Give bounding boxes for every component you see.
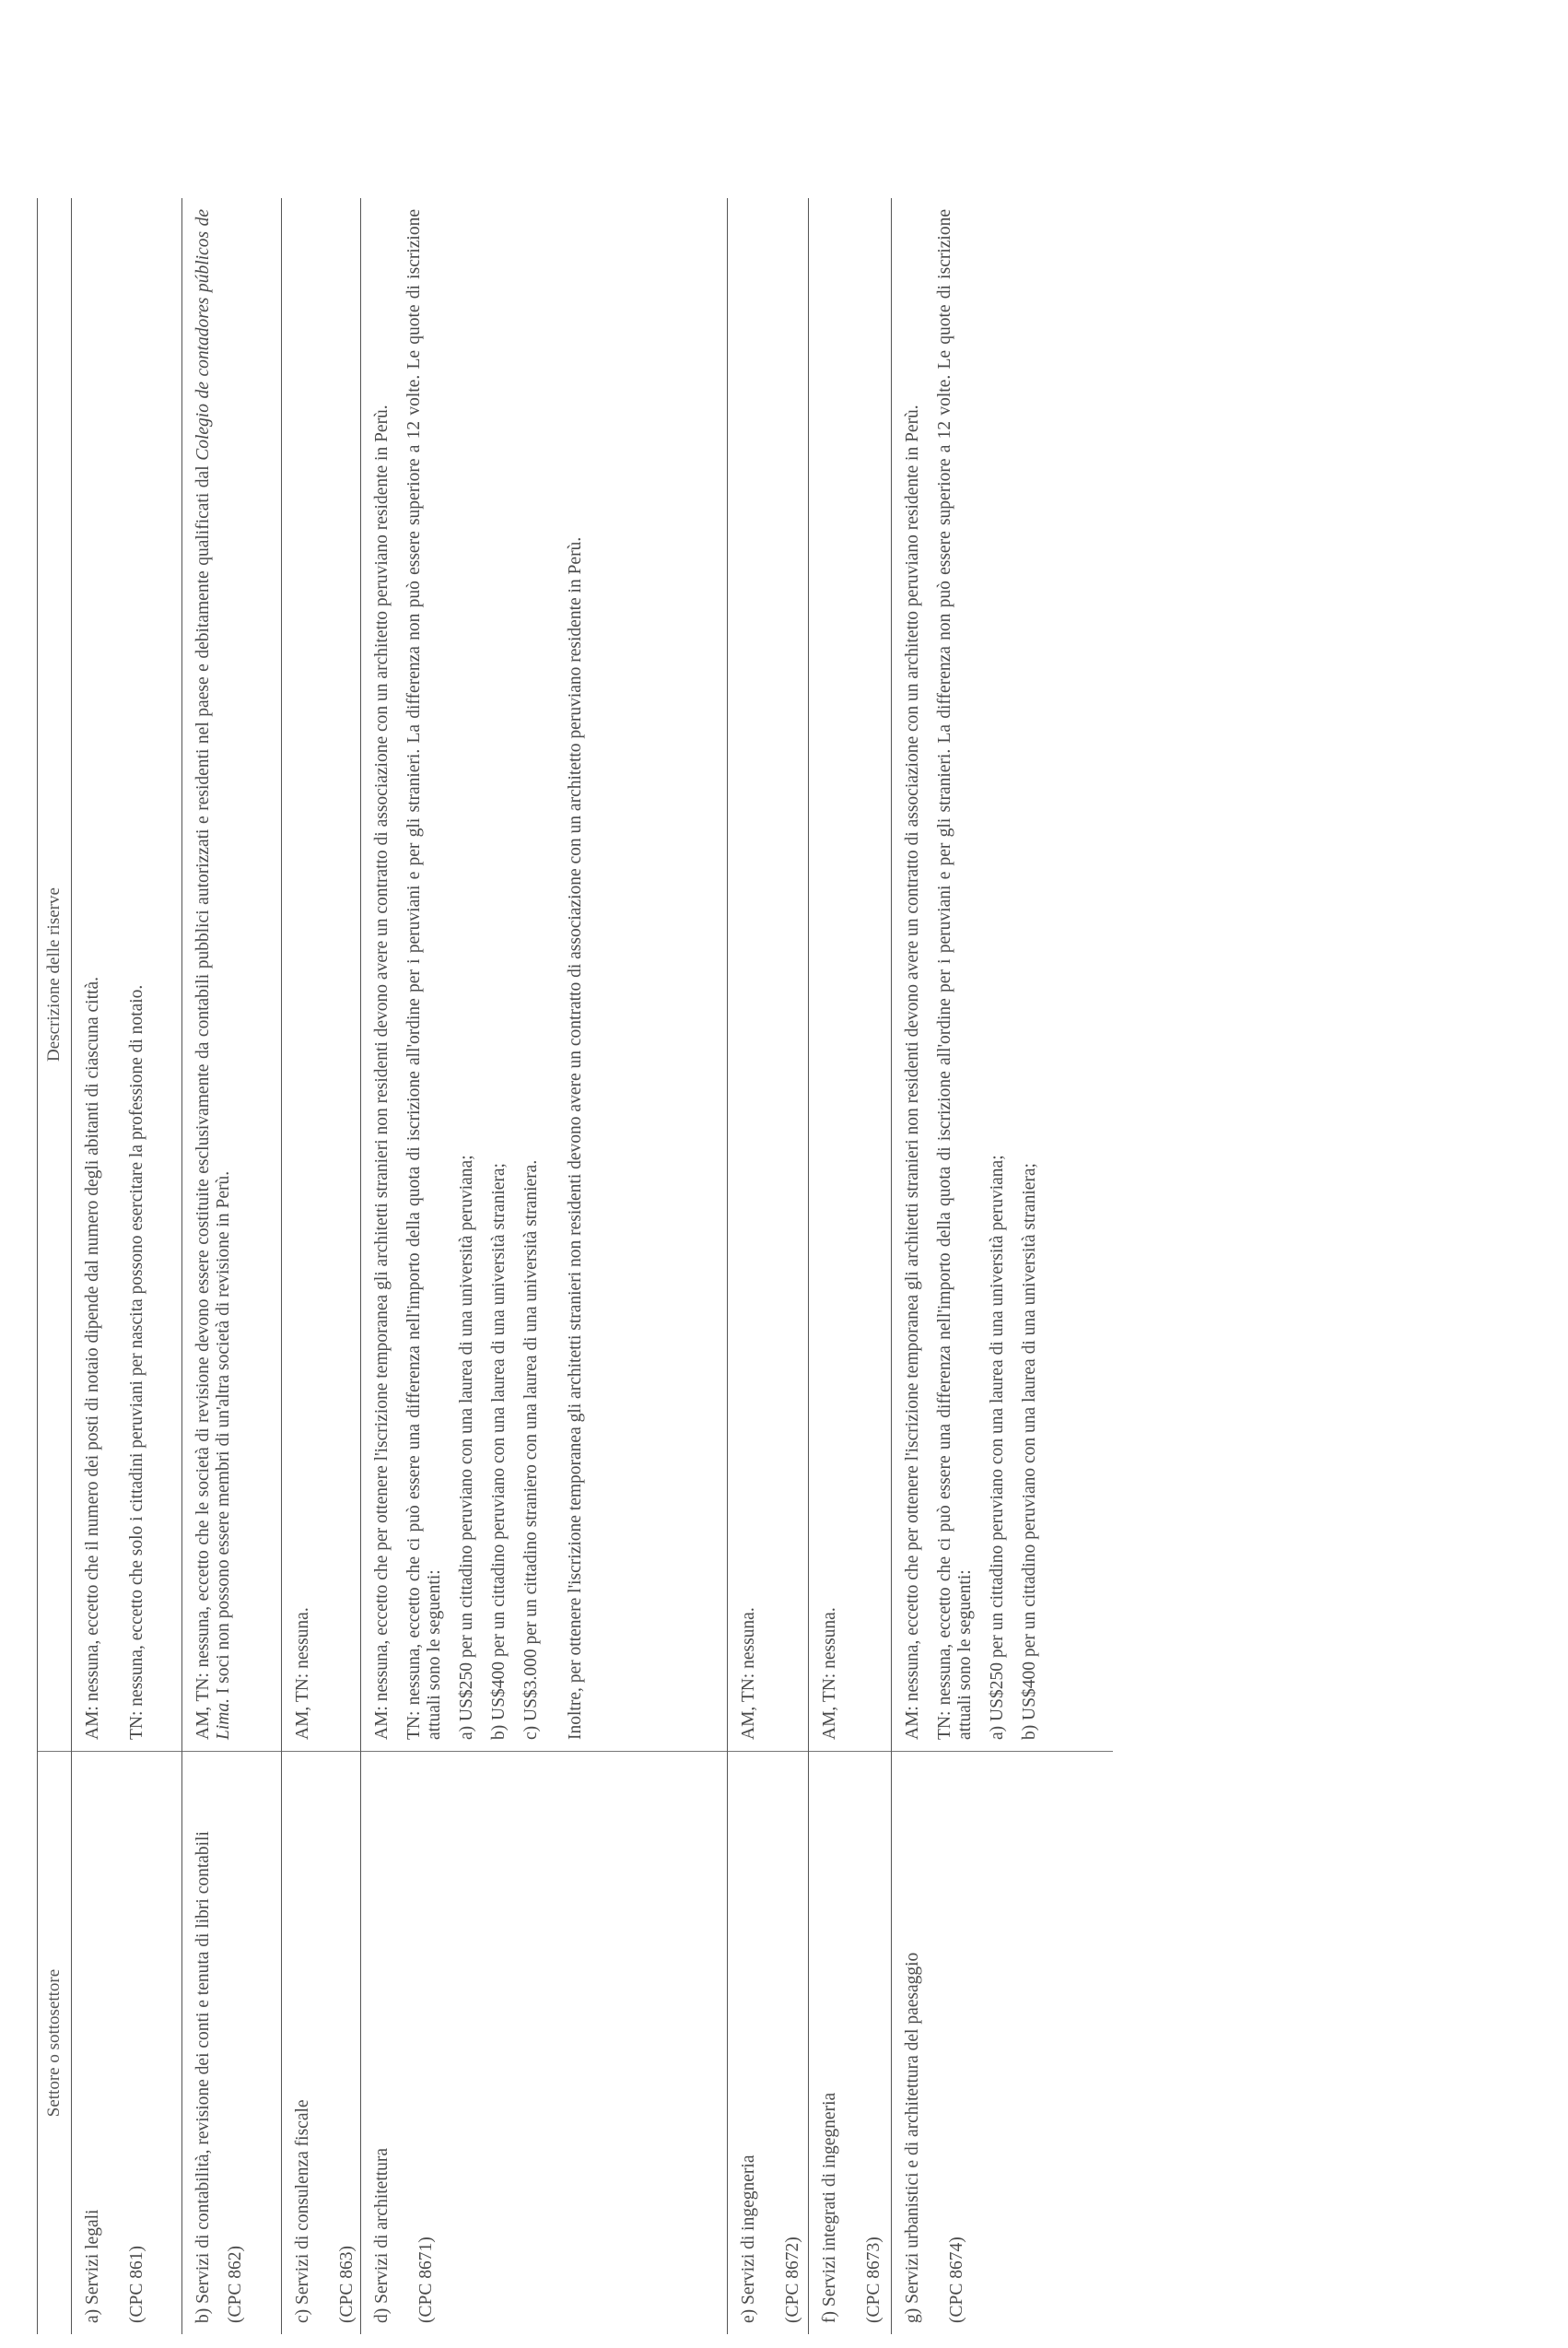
description-text: AM, TN: nessuna. xyxy=(293,1607,312,1740)
description-text: AM: nessuna, eccetto che il numero dei posti di notaio dipende dal numero degli abitanti di ciascuna città. xyxy=(83,977,102,1740)
table-row-legal xyxy=(72,198,182,2334)
description-text: TN: nessuna, eccetto che ci può essere una differenza nell'importo della quota di iscrizione all'ordine per i peruviani e per gli stranieri. La differenza non può essere superiore a 12 volte. Le quote di iscrizione attuali sono le seguenti: xyxy=(935,209,975,1740)
description-list-item: b) US$400 per un cittadino peruviano con una laurea di una università straniera; xyxy=(489,1163,509,1740)
description-text: TN: nessuna, eccetto che solo i cittadini peruviani per nascita possono esercitare la professione di notaio. xyxy=(127,984,146,1740)
sector-name: f) Servizi integrati di ingegneria xyxy=(820,2092,839,2323)
description-text: AM, TN: nessuna. xyxy=(739,1607,758,1740)
sector-name: a) Servizi legali xyxy=(83,2209,102,2323)
description-cell xyxy=(182,198,281,1751)
sector-cell xyxy=(282,1751,360,2334)
sector-cpc: (CPC 8673) xyxy=(864,2236,883,2323)
sector-cpc: (CPC 8674) xyxy=(947,2236,966,2323)
description-text: AM, TN: nessuna. xyxy=(820,1607,839,1740)
description-list-item: b) US$400 per un cittadino peruviano con una laurea di una università straniera; xyxy=(1020,1163,1039,1740)
description-text xyxy=(193,209,234,1740)
sector-cell xyxy=(728,1751,808,2334)
sector-cell xyxy=(809,1751,891,2334)
table-row-accounting xyxy=(182,198,282,2334)
description-text-part: I soci non possono essere membri di un'altra società di revisione in Perù. xyxy=(214,1170,233,1699)
sector-name: b) Servizi di contabilità, revisione dei conti e tenuta di libri contabili xyxy=(193,1831,213,2323)
table-row-architecture xyxy=(361,198,728,2334)
sector-cell xyxy=(72,1751,181,2334)
description-list-item: a) US$250 per un cittadino peruviano con una laurea di una università peruviana; xyxy=(988,1155,1007,1740)
table-row-urban-planning xyxy=(892,198,1113,2334)
sector-cpc: (CPC 8671) xyxy=(416,2236,436,2323)
description-cell xyxy=(809,198,891,1751)
description-text-italic: Colegio de contadores públicos de Lima. xyxy=(193,209,233,1740)
sector-cell xyxy=(361,1751,727,2334)
table-row-engineering xyxy=(728,198,809,2334)
description-cell xyxy=(728,198,808,1751)
description-list-item: a) US$250 per un cittadino peruviano con una laurea di una università peruviana; xyxy=(457,1155,476,1740)
description-cell xyxy=(892,198,1113,1751)
header-sector: Settore o sottosettore xyxy=(38,1751,71,2334)
description-text: AM: nessuna, eccetto che per ottenere l'iscrizione temporanea gli architetti stranieri non residenti devono avere un contratto di associazione con un architetto peruviano residente in Perù. xyxy=(372,405,392,1740)
table-row-integrated-engineering xyxy=(809,198,892,2334)
header-description: Descrizione delle riserve xyxy=(44,887,64,1062)
sector-cpc: (CPC 862) xyxy=(226,2246,245,2323)
sector-cpc: (CPC 861) xyxy=(127,2246,146,2323)
description-cell xyxy=(72,198,181,1751)
reservations-table xyxy=(37,198,1525,2334)
description-text: Inoltre, per ottenere l'iscrizione temporanea gli architetti stranieri non residenti devono avere un contratto di associazione con un architetto peruviano residente in Perù. xyxy=(566,536,585,1740)
sector-name: e) Servizi di ingegneria xyxy=(739,2154,758,2323)
sector-cpc: (CPC 863) xyxy=(337,2246,357,2323)
description-cell xyxy=(361,198,727,1751)
sector-cell xyxy=(892,1751,1113,2334)
description-text: AM: nessuna, eccetto che per ottenere l'iscrizione temporanea gli architetti stranieri non residenti devono avere un contratto di associazione con un architetto peruviano residente in Perù. xyxy=(903,405,922,1740)
table-header xyxy=(37,198,72,2334)
sector-cpc: (CPC 8672) xyxy=(783,2236,802,2323)
table-row-tax xyxy=(282,198,361,2334)
description-cell xyxy=(282,198,360,1751)
description-text-part: AM, TN: nessuna, eccetto che le società di revisione devono essere costituite esclusivamente da contabili pubblici autorizzati e residenti nel paese e debitamente qualificati dal xyxy=(193,460,213,1740)
sector-name: c) Servizi di consulenza fiscale xyxy=(293,2099,312,2323)
description-text: TN: nessuna, eccetto che ci può essere una differenza nell'importo della quota di iscrizione all'ordine per i peruviani e per gli stranieri. La differenza non può essere superiore a 12 volte. Le quote di iscrizione attuali sono le seguenti: xyxy=(404,209,444,1740)
sector-name: d) Servizi di architettura xyxy=(372,2147,392,2323)
sector-name: g) Servizi urbanistici e di architettura del paesaggio xyxy=(903,1952,922,2323)
description-list-item: c) US$3.000 per un cittadino straniero con una laurea di una università straniera. xyxy=(521,1159,541,1740)
sector-cell xyxy=(182,1751,281,2334)
